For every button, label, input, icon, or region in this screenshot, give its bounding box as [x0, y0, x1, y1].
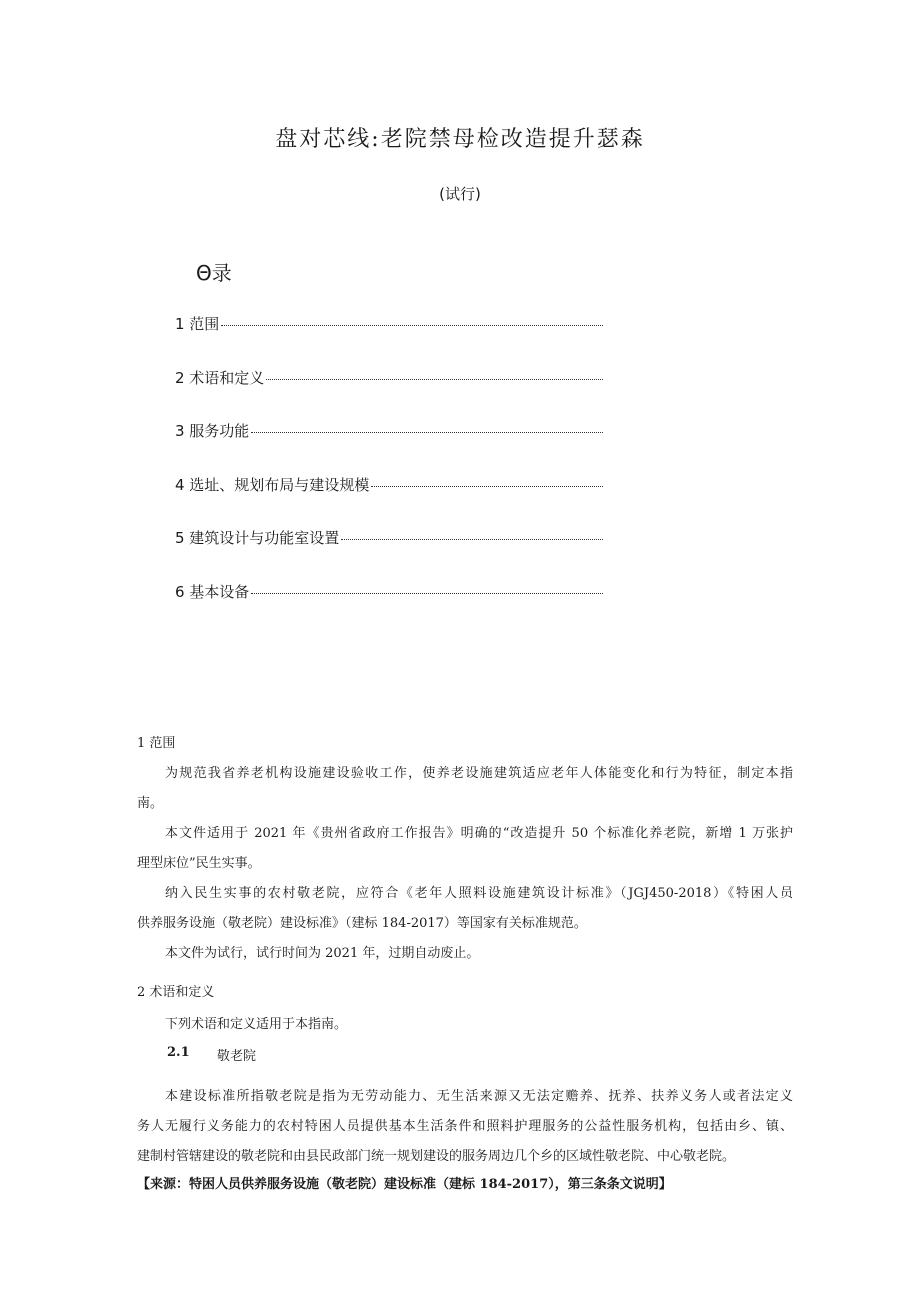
- toc-entry-site-planning[interactable]: [175, 474, 603, 496]
- toc-entry-terms[interactable]: [175, 367, 603, 389]
- paragraph-line: 本文件为试行，试行时间为 2021 年，过期自动废止。: [165, 946, 480, 961]
- section-heading-scope: 1 范围: [137, 736, 176, 751]
- document-subtitle: (试行): [439, 185, 481, 203]
- toc-heading: Θ录: [196, 261, 232, 285]
- toc-leader: [266, 379, 603, 380]
- paragraph-line: 供养服务设施（敬老院）建设标准》（建标 184-2017）等国家有关标准规范。: [137, 916, 587, 931]
- toc-leader: [221, 325, 603, 326]
- table-of-contents: [175, 313, 603, 635]
- toc-entry-services[interactable]: [175, 420, 603, 442]
- document-title: 盘对芯线:老院禁母检改造提升瑟森: [275, 127, 645, 152]
- toc-entry-label: 2 术语和定义: [175, 368, 265, 387]
- paragraph-line: 为规范我省养老机构设施建设验收工作，使养老设施建筑适应老年人体能变化和行为特征，制定本指: [165, 766, 793, 781]
- source-citation: 【来源：特困人员供养服务设施（敬老院）建设标准（建标 184-2017），第三条条文说明】: [137, 1177, 672, 1192]
- subsection-heading: [137, 1045, 437, 1065]
- toc-entry-equipment[interactable]: [175, 581, 603, 603]
- toc-entry-label: 1 范围: [175, 315, 220, 333]
- toc-entry-architecture[interactable]: [175, 527, 603, 549]
- toc-entry-label: 6 基本设备: [175, 582, 250, 601]
- section-heading-terms: 2 术语和定义: [137, 985, 215, 1000]
- paragraph-line: 理型床位”民生实事。: [137, 856, 261, 871]
- toc-entry-scope[interactable]: [175, 313, 603, 335]
- toc-leader: [251, 593, 603, 594]
- subsection-title: 敬老院: [217, 1049, 257, 1064]
- paragraph-line: 下列术语和定义适用于本指南。: [165, 1017, 348, 1032]
- toc-leader: [251, 432, 603, 433]
- toc-leader: [341, 539, 603, 540]
- paragraph-line: 纳入民生实事的农村敬老院，应符合《老年人照料设施建筑设计标准》（JGJ450-2018）《特困人员: [165, 886, 793, 901]
- paragraph-line: 务人无履行义务能力的农村特困人员提供基本生活条件和照料护理服务的公益性服务机构，包括由乡、镇、: [137, 1119, 793, 1134]
- paragraph-line: 南。: [137, 796, 164, 811]
- paragraph-line: 建制村管辖建设的敬老院和由县民政部门统一规划建设的服务周边几个乡的区域性敬老院、中心敬老院。: [137, 1149, 736, 1164]
- toc-entry-label: 3 服务功能: [175, 422, 250, 441]
- toc-leader: [371, 486, 603, 487]
- paragraph-line: 本建设标准所指敬老院是指为无劳动能力、无生活来源又无法定赡养、抚养、扶养义务人或者法定义: [165, 1089, 793, 1104]
- toc-entry-label: 4 选址、规划布局与建设规模: [175, 475, 370, 494]
- toc-entry-label: 5 建筑设计与功能室设置: [175, 529, 340, 548]
- paragraph-line: 本文件适用于 2021 年《贵州省政府工作报告》明确的“改造提升 50 个标准化养老院，新增 1 万张护: [165, 826, 793, 841]
- subsection-number: 2.1: [167, 1045, 190, 1060]
